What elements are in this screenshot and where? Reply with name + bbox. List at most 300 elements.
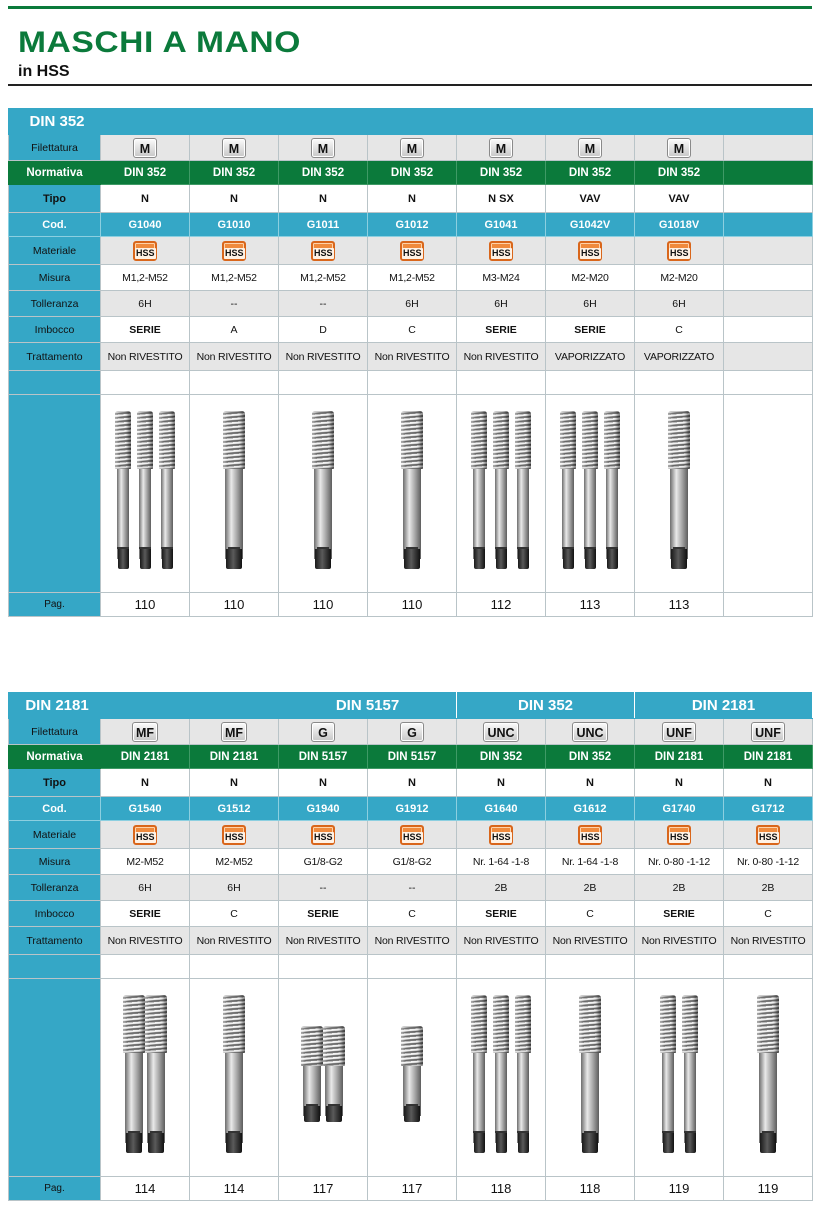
tap-square	[563, 549, 574, 569]
tap-image	[471, 411, 487, 569]
images-cell	[190, 395, 279, 593]
tap-image	[582, 411, 598, 569]
tap-image	[315, 411, 331, 569]
thread-type-badge: G	[311, 722, 335, 742]
filettatura-cell	[101, 135, 190, 161]
normativa-cell: DIN 5157	[279, 745, 368, 769]
imbocco-cell: C	[190, 901, 279, 927]
filettatura-cell	[279, 135, 368, 161]
tolleranza-cell: 2B	[457, 875, 546, 901]
tap-image	[671, 411, 687, 569]
filettatura-cell	[368, 135, 457, 161]
materiale-cell	[190, 237, 279, 265]
header-row	[9, 693, 813, 719]
hss-material-icon	[667, 241, 691, 261]
tipo-cell: N SX	[457, 185, 546, 213]
normativa-cell: DIN 352	[546, 161, 635, 185]
normativa-cell: DIN 352	[368, 161, 457, 185]
tap-shank	[581, 1053, 599, 1143]
pag-cell: 110	[279, 593, 368, 617]
tap-square	[663, 1133, 674, 1153]
normativa-cell: DIN 352	[546, 745, 635, 769]
filettatura-cell	[368, 719, 457, 745]
row-label-trattamento: Trattamento	[9, 927, 101, 955]
thread-type-badge: M	[222, 138, 246, 158]
thread-type-badge: M	[311, 138, 335, 158]
row-label-materiale: Materiale	[9, 821, 101, 849]
pag-cell: 112	[457, 593, 546, 617]
hss-label: HSS	[759, 831, 778, 842]
tap-photo	[546, 411, 634, 577]
tolleranza-cell: 2B	[546, 875, 635, 901]
tap-image	[582, 995, 598, 1153]
row-label-trattamento: Trattamento	[9, 343, 101, 371]
trattamento-cell: Non RIVESTITO	[457, 927, 546, 955]
pag-cell: 117	[279, 1177, 368, 1201]
trattamento-cell: Non RIVESTITO	[368, 927, 457, 955]
top-rule	[8, 6, 812, 9]
tipo-cell: N	[279, 185, 368, 213]
filettatura-cell	[279, 719, 368, 745]
blank-cell	[635, 371, 724, 395]
tap-image	[493, 995, 509, 1153]
materiale-cell	[724, 821, 813, 849]
tap-image	[515, 411, 531, 569]
hss-material-icon	[489, 825, 513, 845]
hss-label: HSS	[136, 247, 155, 258]
tap-thread	[660, 995, 676, 1053]
row-label-images	[9, 979, 101, 1177]
tap-photo	[368, 1026, 456, 1130]
tap-shank	[147, 1053, 165, 1143]
pag-cell: 119	[724, 1177, 813, 1201]
tipo-cell: N	[101, 769, 190, 797]
pag-cell: 117	[368, 1177, 457, 1201]
tap-square	[518, 1133, 529, 1153]
tap-shank	[473, 469, 485, 559]
tap-shank	[670, 469, 688, 559]
misura-cell: G1/8-G2	[368, 849, 457, 875]
trattamento-cell: VAPORIZZATO	[546, 343, 635, 371]
tap-thread	[579, 995, 601, 1053]
filettatura-cell	[724, 719, 813, 745]
tap-square	[760, 1133, 776, 1153]
pag-cell: 119	[635, 1177, 724, 1201]
hss-label: HSS	[670, 247, 689, 258]
tap-thread	[159, 411, 175, 469]
thread-type-badge: MF	[132, 722, 158, 742]
tap-shank	[314, 469, 332, 559]
trattamento-cell: Non RIVESTITO	[101, 927, 190, 955]
hss-label: HSS	[492, 247, 511, 258]
row-trattamento	[9, 927, 813, 955]
tolleranza-cell: 6H	[457, 291, 546, 317]
tap-square	[162, 549, 173, 569]
row-filettatura	[9, 135, 813, 161]
tap-shank	[517, 469, 529, 559]
tap-image	[660, 995, 676, 1153]
tolleranza-cell: --	[279, 291, 368, 317]
tap-shank	[139, 469, 151, 559]
tap-image	[404, 1026, 420, 1122]
tap-image	[226, 411, 242, 569]
blank-cell	[190, 371, 279, 395]
blank-cell	[457, 371, 546, 395]
tolleranza-cell: 6H	[101, 291, 190, 317]
row-tipo	[9, 185, 813, 213]
cod-cell: G1012	[368, 213, 457, 237]
tap-shank	[517, 1053, 529, 1143]
row-label-blank	[9, 955, 101, 979]
imbocco-cell: D	[279, 317, 368, 343]
tipo-cell: N	[190, 769, 279, 797]
images-cell	[546, 395, 635, 593]
tipo-cell	[724, 185, 813, 213]
blank-cell	[368, 371, 457, 395]
tap-square	[474, 549, 485, 569]
row-label-filettatura: Filettatura	[9, 719, 101, 745]
hss-label: HSS	[225, 247, 244, 258]
row-label-misura: Misura	[9, 265, 101, 291]
tolleranza-cell: 6H	[368, 291, 457, 317]
tap-image	[137, 411, 153, 569]
tap-image	[304, 1026, 320, 1122]
misura-cell: M1,2-M52	[279, 265, 368, 291]
normativa-cell: DIN 2181	[101, 745, 190, 769]
tap-shank	[562, 469, 574, 559]
row-label-cod: Cod.	[9, 213, 101, 237]
cod-cell: G1540	[101, 797, 190, 821]
row-misura	[9, 265, 813, 291]
images-cell	[724, 979, 813, 1177]
hss-label: HSS	[314, 831, 333, 842]
tap-thread	[682, 995, 698, 1053]
tap-image	[115, 411, 131, 569]
row-label-images	[9, 395, 101, 593]
hss-label: HSS	[403, 247, 422, 258]
pag-cell: 118	[457, 1177, 546, 1201]
normativa-cell: DIN 2181	[635, 745, 724, 769]
tap-thread	[401, 411, 423, 469]
spec-table-din2181	[8, 692, 813, 1201]
materiale-cell	[457, 821, 546, 849]
normativa-cell: DIN 352	[190, 161, 279, 185]
blank-cell	[279, 955, 368, 979]
tap-image	[493, 411, 509, 569]
normativa-cell	[724, 161, 813, 185]
standard-header: DIN 352	[9, 109, 101, 135]
page-subtitle: in HSS	[18, 63, 70, 80]
tolleranza-cell: 2B	[724, 875, 813, 901]
row-tipo	[9, 769, 813, 797]
misura-cell: M3-M24	[457, 265, 546, 291]
blank-cell	[457, 955, 546, 979]
tap-thread	[757, 995, 779, 1053]
images-cell	[101, 395, 190, 593]
hss-material-icon	[756, 825, 780, 845]
tipo-cell: N	[724, 769, 813, 797]
tap-photo	[635, 995, 723, 1161]
misura-cell: Nr. 0-80 -1-12	[635, 849, 724, 875]
row-label-normativa: Normativa	[9, 161, 101, 185]
trattamento-cell: VAPORIZZATO	[635, 343, 724, 371]
imbocco-cell: SERIE	[101, 901, 190, 927]
cod-cell: G1042V	[546, 213, 635, 237]
materiale-cell	[546, 821, 635, 849]
normativa-cell: DIN 2181	[190, 745, 279, 769]
trattamento-cell: Non RIVESTITO	[546, 927, 635, 955]
row-materiale	[9, 237, 813, 265]
row-label-blank	[9, 371, 101, 395]
tipo-cell: N	[368, 769, 457, 797]
group-header: DIN 5157	[279, 693, 457, 719]
misura-cell	[724, 265, 813, 291]
trattamento-cell: Non RIVESTITO	[368, 343, 457, 371]
spec-table-din352	[8, 108, 813, 617]
tap-square	[474, 1133, 485, 1153]
standard-header: DIN 2181	[9, 693, 101, 719]
imbocco-cell: SERIE	[101, 317, 190, 343]
blank-cell	[101, 371, 190, 395]
hss-material-icon	[311, 241, 335, 261]
hss-material-icon	[489, 241, 513, 261]
tap-square	[226, 1133, 242, 1153]
images-cell	[101, 979, 190, 1177]
hss-label: HSS	[492, 831, 511, 842]
tap-shank	[125, 1053, 143, 1143]
imbocco-cell: SERIE	[457, 317, 546, 343]
pag-cell: 110	[101, 593, 190, 617]
tipo-cell: N	[635, 769, 724, 797]
pag-cell: 113	[546, 593, 635, 617]
materiale-cell	[279, 821, 368, 849]
filettatura-cell	[457, 719, 546, 745]
cod-cell: G1040	[101, 213, 190, 237]
misura-cell: Nr. 1-64 -1-8	[546, 849, 635, 875]
header-row	[9, 109, 813, 135]
hss-material-icon	[578, 241, 602, 261]
pag-cell: 110	[190, 593, 279, 617]
tap-square	[118, 549, 129, 569]
tap-thread	[323, 1026, 345, 1066]
thread-type-badge: G	[400, 722, 424, 742]
tolleranza-cell: 6H	[190, 875, 279, 901]
thread-type-badge: M	[133, 138, 157, 158]
materiale-cell	[368, 821, 457, 849]
tap-photo	[724, 995, 812, 1161]
misura-cell: Nr. 0-80 -1-12	[724, 849, 813, 875]
hss-material-icon	[400, 825, 424, 845]
group-header: DIN 2181	[635, 693, 813, 719]
tap-thread	[123, 995, 145, 1053]
tap-thread	[301, 1026, 323, 1066]
tap-thread	[312, 411, 334, 469]
row-label-imbocco: Imbocco	[9, 317, 101, 343]
tap-thread	[493, 995, 509, 1053]
tap-thread	[401, 1026, 423, 1066]
tap-shank	[473, 1053, 485, 1143]
tap-image	[760, 995, 776, 1153]
imbocco-cell: C	[724, 901, 813, 927]
row-label-filettatura: Filettatura	[9, 135, 101, 161]
tap-thread	[471, 411, 487, 469]
tap-square	[326, 1106, 342, 1122]
filettatura-cell	[190, 135, 279, 161]
tap-photo	[101, 411, 189, 577]
images-cell	[368, 395, 457, 593]
tap-photo	[368, 411, 456, 577]
cod-cell: G1011	[279, 213, 368, 237]
trattamento-cell	[724, 343, 813, 371]
tap-photo	[457, 411, 545, 577]
imbocco-cell: C	[368, 317, 457, 343]
hss-label: HSS	[403, 831, 422, 842]
tap-square	[148, 1133, 164, 1153]
images-cell	[635, 395, 724, 593]
imbocco-cell: SERIE	[635, 901, 724, 927]
cod-cell	[724, 213, 813, 237]
blank-cell	[101, 955, 190, 979]
row-normativa	[9, 161, 813, 185]
tolleranza-cell: 6H	[635, 291, 724, 317]
tap-image	[148, 995, 164, 1153]
images-cell	[368, 979, 457, 1177]
tap-photo	[279, 411, 367, 577]
hss-label: HSS	[670, 831, 689, 842]
normativa-cell: DIN 352	[101, 161, 190, 185]
thread-type-badge: UNC	[572, 722, 607, 742]
header-spacer	[101, 693, 279, 719]
cod-cell: G1018V	[635, 213, 724, 237]
tap-square	[585, 549, 596, 569]
tap-thread	[223, 411, 245, 469]
row-imbocco	[9, 901, 813, 927]
images-cell	[457, 395, 546, 593]
images-cell	[190, 979, 279, 1177]
tap-image	[226, 995, 242, 1153]
tap-shank	[495, 1053, 507, 1143]
row-label-tolleranza: Tolleranza	[9, 291, 101, 317]
hss-material-icon	[222, 825, 246, 845]
misura-cell: G1/8-G2	[279, 849, 368, 875]
thread-type-badge: UNC	[483, 722, 518, 742]
hss-label: HSS	[314, 247, 333, 258]
images-cell	[724, 395, 813, 593]
blank-cell	[635, 955, 724, 979]
trattamento-cell: Non RIVESTITO	[724, 927, 813, 955]
tap-shank	[606, 469, 618, 559]
filettatura-cell	[724, 135, 813, 161]
hss-material-icon	[222, 241, 246, 261]
tolleranza-cell: --	[279, 875, 368, 901]
tap-square	[607, 549, 618, 569]
hss-material-icon	[133, 241, 157, 261]
tap-thread	[560, 411, 576, 469]
images-cell	[279, 979, 368, 1177]
cod-cell: G1010	[190, 213, 279, 237]
row-cod	[9, 797, 813, 821]
images-cell	[279, 395, 368, 593]
trattamento-cell: Non RIVESTITO	[190, 343, 279, 371]
blank-cell	[368, 955, 457, 979]
tap-square	[496, 1133, 507, 1153]
thread-type-badge: UNF	[751, 722, 785, 742]
pag-cell: 114	[190, 1177, 279, 1201]
materiale-cell	[368, 237, 457, 265]
images-cell	[635, 979, 724, 1177]
row-label-tolleranza: Tolleranza	[9, 875, 101, 901]
thread-type-badge: MF	[221, 722, 247, 742]
tap-image	[515, 995, 531, 1153]
row-label-misura: Misura	[9, 849, 101, 875]
materiale-cell	[724, 237, 813, 265]
thread-type-badge: M	[667, 138, 691, 158]
tolleranza-cell: 2B	[635, 875, 724, 901]
filettatura-cell	[546, 719, 635, 745]
row-pag	[9, 593, 813, 617]
tolleranza-cell: --	[190, 291, 279, 317]
tap-square	[404, 1106, 420, 1122]
tap-photo	[546, 995, 634, 1161]
row-blank	[9, 955, 813, 979]
tipo-cell: VAV	[546, 185, 635, 213]
hss-label: HSS	[581, 247, 600, 258]
cod-cell: G1940	[279, 797, 368, 821]
row-label-normativa: Normativa	[9, 745, 101, 769]
row-label-pag: Pag.	[9, 1177, 101, 1201]
tap-thread	[145, 995, 167, 1053]
tap-shank	[684, 1053, 696, 1143]
row-materiale	[9, 821, 813, 849]
misura-cell: M2-M20	[635, 265, 724, 291]
filettatura-cell	[635, 135, 724, 161]
materiale-cell	[635, 821, 724, 849]
tap-thread	[471, 995, 487, 1053]
trattamento-cell: Non RIVESTITO	[457, 343, 546, 371]
tap-thread	[668, 411, 690, 469]
tap-photo	[279, 1026, 367, 1130]
row-pag	[9, 1177, 813, 1201]
trattamento-cell: Non RIVESTITO	[190, 927, 279, 955]
page-title: MASCHI A MANO	[18, 26, 301, 59]
row-tolleranza	[9, 875, 813, 901]
tap-image	[326, 1026, 342, 1122]
blank-cell	[724, 371, 813, 395]
tap-thread	[582, 411, 598, 469]
tap-image	[404, 411, 420, 569]
pag-cell: 113	[635, 593, 724, 617]
hss-material-icon	[667, 825, 691, 845]
images-cell	[457, 979, 546, 1177]
row-cod	[9, 213, 813, 237]
cod-cell: G1612	[546, 797, 635, 821]
tap-square	[518, 549, 529, 569]
tap-photo	[457, 995, 545, 1161]
tap-image	[604, 411, 620, 569]
pag-cell: 114	[101, 1177, 190, 1201]
misura-cell: M1,2-M52	[101, 265, 190, 291]
thread-type-badge: M	[578, 138, 602, 158]
filettatura-cell	[190, 719, 279, 745]
misura-cell: M1,2-M52	[368, 265, 457, 291]
hss-material-icon	[578, 825, 602, 845]
cod-cell: G1640	[457, 797, 546, 821]
tap-square	[304, 1106, 320, 1122]
imbocco-cell	[724, 317, 813, 343]
tipo-cell: VAV	[635, 185, 724, 213]
tap-shank	[495, 469, 507, 559]
tap-thread	[515, 995, 531, 1053]
